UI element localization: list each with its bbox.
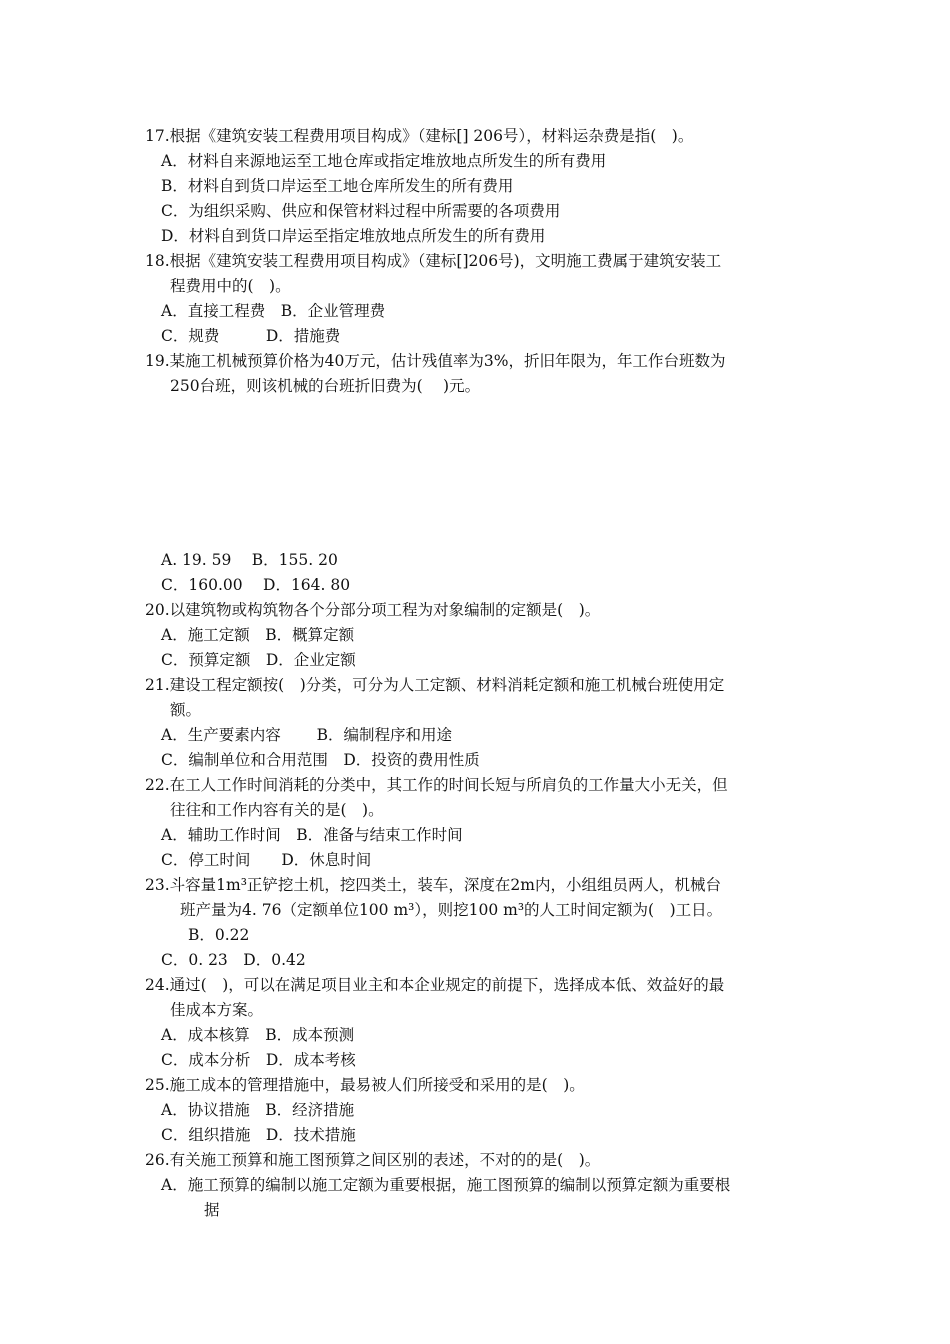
question-19-options-cd: C．160.00 D．164. 80 <box>161 576 351 594</box>
question-24-stem: 24.通过( )，可以在满足项目业主和本企业规定的前提下，选择成本低、效益好的最 <box>145 976 725 994</box>
question-19-options-ab: A. 19. 59 B．155. 20 <box>161 551 338 569</box>
question-17-stem: 17.根据《建筑安装工程费用项目构成》（建标[] 206号），材料运杂费是指( )。 <box>145 127 694 145</box>
question-17-option-b: B．材料自到货口岸运至工地仓库所发生的所有费用 <box>161 177 514 195</box>
question-25-options-cd: C．组织措施 D．技术措施 <box>161 1126 356 1144</box>
question-20-options-cd: C．预算定额 D．企业定额 <box>161 651 356 669</box>
question-24-options-cd: C．成本分析 D．成本考核 <box>161 1051 356 1069</box>
question-22-options-ab: A．辅助工作时间 B．准备与结束工作时间 <box>161 826 463 844</box>
question-25-options-ab: A．协议措施 B．经济措施 <box>161 1101 355 1119</box>
question-21-stem: 21.建设工程定额按( )分类，可分为人工定额、材料消耗定额和施工机械台班使用定 <box>145 676 725 694</box>
question-21-options-cd: C．编制单位和合用范围 D．投资的费用性质 <box>161 751 480 769</box>
question-19-stem: 19.某施工机械预算价格为40万元，估计残值率为3%，折旧年限为，年工作台班数为 <box>145 352 726 370</box>
question-18-options-ab: A．直接工程费 B．企业管理费 <box>161 302 386 320</box>
question-24-options-ab: A．成本核算 B．成本预测 <box>161 1026 355 1044</box>
question-20-stem: 20.以建筑物或构筑物各个分部分项工程为对象编制的定额是( )。 <box>145 601 601 619</box>
question-24-stem-continued: 佳成本方案。 <box>170 1001 264 1019</box>
question-21-stem-continued: 额。 <box>170 701 202 719</box>
question-18-stem-continued: 程费用中的( )。 <box>170 277 291 295</box>
question-26-stem: 26.有关施工预算和施工图预算之间区别的表述，不对的的是( )。 <box>145 1151 601 1169</box>
question-23-option-b: B．0.22 <box>188 926 250 944</box>
question-18-options-cd: C．规费 D．措施费 <box>161 327 341 345</box>
question-26-option-a-continued: 据 <box>204 1201 220 1219</box>
question-23-stem: 23.斗容量1m³正铲挖土机，挖四类土，装车，深度在2m内，小组组员两人，机械台 <box>145 876 721 894</box>
question-22-stem: 22.在工人工作时间消耗的分类中，其工作的时间长短与所肩负的工作量大小无关，但 <box>145 776 728 794</box>
question-22-stem-continued: 往往和工作内容有关的是( )。 <box>170 801 384 819</box>
question-20-options-ab: A．施工定额 B．概算定额 <box>161 626 355 644</box>
question-25-stem: 25.施工成本的管理措施中，最易被人们所接受和采用的是( )。 <box>145 1076 585 1094</box>
question-17-option-d: D．材料自到货口岸运至指定堆放地点所发生的所有费用 <box>161 227 546 245</box>
question-17-option-c: C．为组织采购、供应和保管材料过程中所需要的各项费用 <box>161 202 561 220</box>
question-19-stem-continued: 250台班，则该机械的台班折旧费为( )元。 <box>170 377 481 395</box>
question-26-option-a: A．施工预算的编制以施工定额为重要根据，施工图预算的编制以预算定额为重要根 <box>161 1176 731 1194</box>
question-23-stem-continued: 班产量为4. 76（定额单位100 m³），则挖100 m³的人工时间定额为( )工日。 <box>180 901 723 919</box>
question-17-option-a: A．材料自来源地运至工地仓库或指定堆放地点所发生的所有费用 <box>161 152 607 170</box>
question-22-options-cd: C．停工时间 D．休息时间 <box>161 851 372 869</box>
question-23-options-cd: C．0. 23 D．0.42 <box>161 951 306 969</box>
question-18-stem: 18.根据《建筑安装工程费用项目构成》（建标[]206号)，文明施工费属于建筑安装工 <box>145 252 722 270</box>
question-21-options-ab: A．生产要素内容 B．编制程序和用途 <box>161 726 453 744</box>
